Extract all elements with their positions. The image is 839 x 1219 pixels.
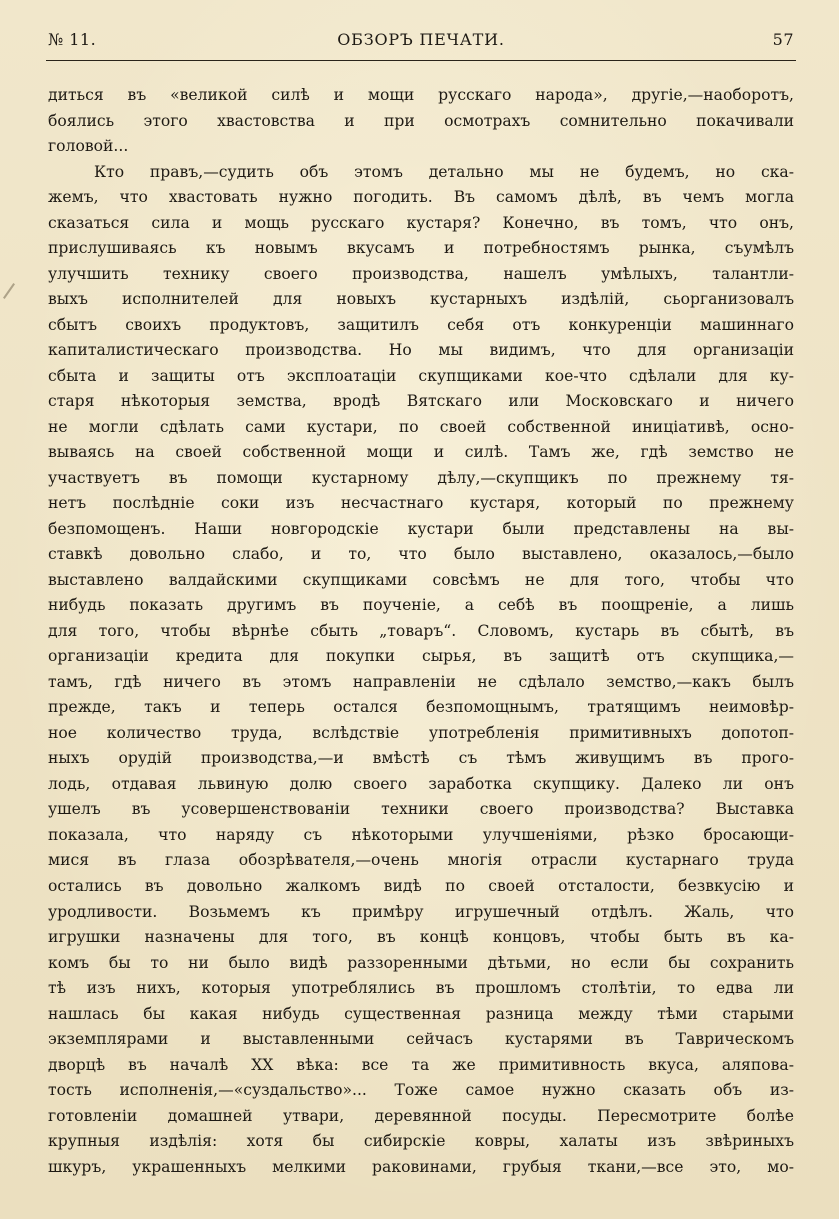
text-line: старя нѣкоторыя земства, вродѣ Вятскаго или Московскаго и ничего [48, 392, 794, 411]
page-header [48, 30, 794, 56]
text-line: ныхъ орудій производства,—и вмѣстѣ съ тѣмъ живущимъ въ прого- [48, 749, 794, 768]
text-line: безпомощенъ. Наши новгородскіе кустари были представлены на вы- [48, 519, 794, 538]
paragraph-first-line: Кто правъ,—судить объ этомъ детально мы не будемъ, но ска- [94, 162, 794, 181]
text-line: тѣ изъ нихъ, которыя употреблялись въ прошломъ столѣтіи, то едва ли [48, 979, 794, 998]
text-line: капиталистическаго производства. Но мы видимъ, что для организаціи [48, 341, 794, 360]
text-line: головой... [48, 137, 129, 156]
text-line: нетъ послѣдніе соки изъ несчастнаго кустаря, который по прежнему [48, 494, 794, 513]
text-line: дворцѣ въ началѣ XX вѣка: все та же примитивность вкуса, аляпова- [48, 1055, 794, 1074]
text-line: комъ бы то ни было видѣ раззоренными дѣтьми, но если бы сохранить [48, 953, 794, 972]
text-line: не могли сдѣлать сами кустари, по своей собственной иниціативѣ, осно- [48, 417, 794, 436]
running-title: ОБЗОРЪ ПЕЧАТИ. [337, 30, 505, 49]
text-line: вываясь на своей собственной мощи и силѣ. Тамъ же, гдѣ земство не [48, 443, 794, 462]
header-rule [46, 60, 796, 61]
text-line: выставлено валдайскими скупщиками совсѣмъ не для того, чтобы что [48, 570, 794, 589]
text-line: тость исполненія,—«суздальство»... Тоже самое нужно сказать объ из- [48, 1081, 794, 1100]
issue-number: № 11. [48, 30, 97, 49]
text-line: остались въ довольно жалкомъ видѣ по своей отсталости, безвкусію и [48, 876, 794, 895]
text-line: сказаться сила и мощь русскаго кустаря? Конечно, въ томъ, что онъ, [48, 213, 794, 232]
text-line: уродливости. Возьмемъ къ примѣру игрушечный отдѣлъ. Жаль, что [48, 902, 794, 921]
text-line: выхъ исполнителей для новыхъ кустарныхъ издѣлій, сьорганизовалъ [48, 290, 794, 309]
text-line: сбыта и защиты отъ эксплоатаціи скупщиками кое-что сдѣлали для ку- [48, 366, 794, 385]
text-line: нибудь показать другимъ въ поученіе, а себѣ въ поощреніе, а лишь [48, 596, 794, 615]
text-line: ушелъ въ усовершенствованіи техники своего производства? Выставка [48, 800, 794, 819]
text-line: крупныя издѣлія: хотя бы сибирскіе ковры, халаты изъ звѣриныхъ [48, 1132, 794, 1151]
page-number: 57 [772, 30, 794, 49]
text-line: диться въ «великой силѣ и мощи русскаго народа», другіе,—наоборотъ, [48, 86, 794, 104]
text-line: организаціи кредита для покупки сырья, въ защитѣ отъ скупщика,— [48, 647, 794, 666]
text-line: мися въ глаза обозрѣвателя,—очень многія отрасли кустарнаго труда [48, 851, 794, 870]
text-line: прежде, такъ и теперь остался безпомощнымъ, тратящимъ неимовѣр- [48, 698, 794, 717]
text-line: для того, чтобы вѣрнѣе сбыть „товаръ“. Словомъ, кустарь въ сбытѣ, въ [48, 621, 794, 640]
text-line: экземплярами и выставленными сейчасъ кустарями въ Таврическомъ [48, 1030, 794, 1049]
text-line: улучшить технику своего производства, нашелъ умѣлыхъ, талантли- [48, 264, 794, 283]
text-line: сбытъ своихъ продуктовъ, защитилъ себя отъ конкуренціи машиннаго [48, 315, 794, 334]
text-line: нашлась бы какая нибудь существенная разница между тѣми старыми [48, 1004, 794, 1023]
text-line: ное количество труда, вслѣдствіе употребленія примитивныхъ допотоп- [48, 723, 794, 742]
text-line: показала, что наряду съ нѣкоторыми улучшеніями, рѣзко бросающи- [48, 825, 794, 844]
text-line: прислушиваясь къ новымъ вкусамъ и потребностямъ рынка, съумѣлъ [48, 239, 794, 258]
text-line: игрушки назначены для того, въ концѣ концовъ, чтобы быть въ ка- [48, 928, 794, 947]
text-line: ставкѣ довольно слабо, и то, что было выставлено, оказалось,—было [48, 545, 794, 564]
text-line: тамъ, гдѣ ничего въ этомъ направленіи не сдѣлало земство,—какъ былъ [48, 672, 794, 691]
text-line: жемъ, что хвастовать нужно погодить. Въ самомъ дѣлѣ, въ чемъ могла [48, 188, 794, 207]
text-line: готовленіи домашней утвари, деревянной посуды. Пересмотрите болѣе [48, 1106, 794, 1125]
text-line: участвуетъ въ помощи кустарному дѣлу,—скупщикъ по прежнему тя- [48, 468, 794, 487]
article-body [48, 83, 794, 1180]
text-line: лодь, отдавая львиную долю своего заработка скупщику. Далеко ли онъ [48, 774, 794, 793]
text-line: шкуръ, украшенныхъ мелкими раковинами, грубыя ткани,—все это, мо- [48, 1157, 794, 1176]
margin-pencil-mark [3, 283, 15, 299]
text-line: боялись этого хвастовства и при осмотрахъ сомнительно покачивали [48, 111, 794, 130]
